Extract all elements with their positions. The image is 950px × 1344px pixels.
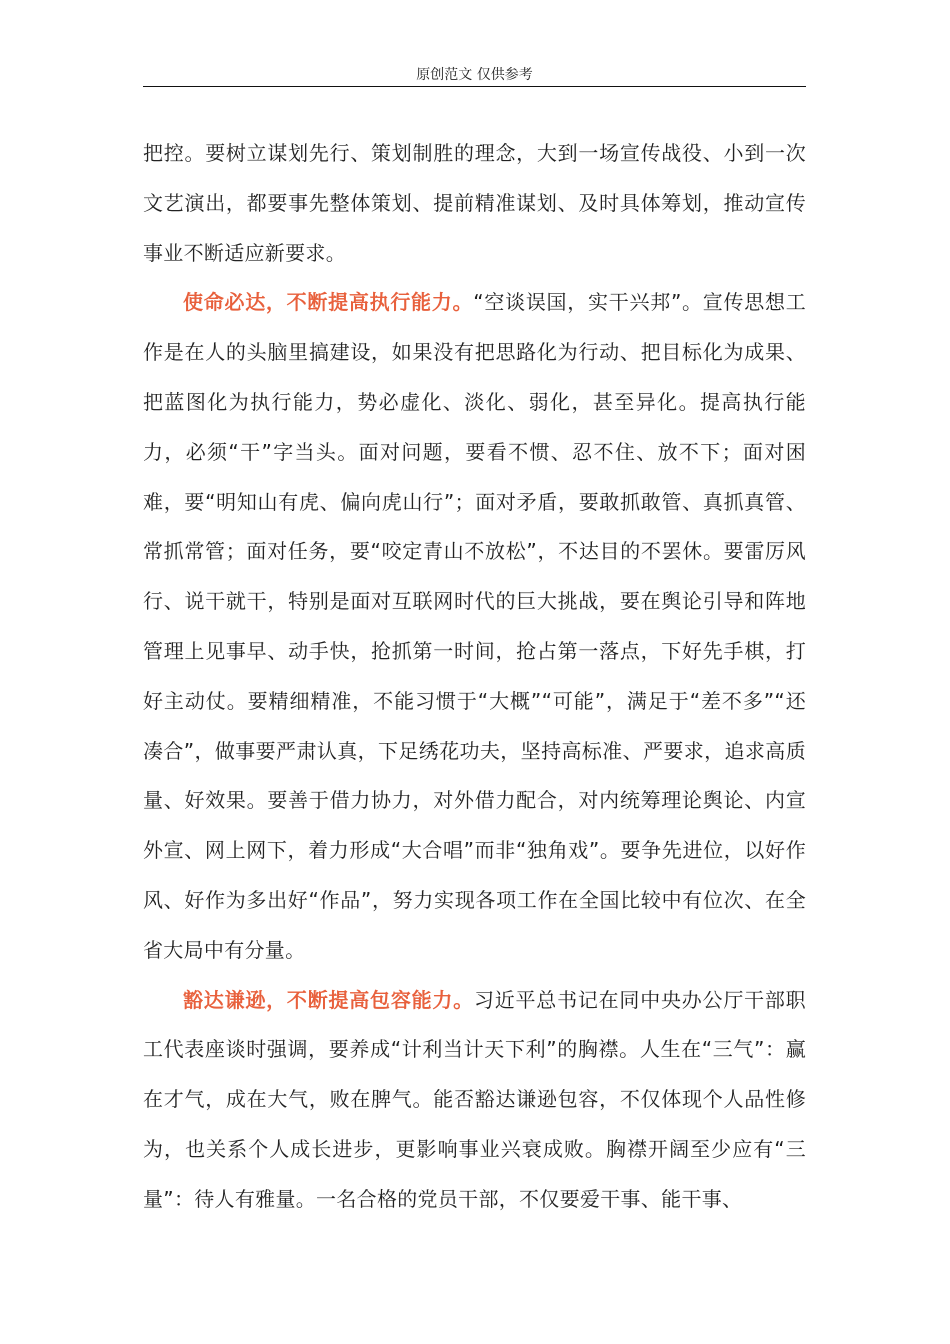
paragraph-text: “空谈误国，实干兴邦”。宣传思想工作是在人的头脑里搞建设，如果没有把思路化为行动、把目标化为成果、把蓝图化为执行能力，势必虚化、淡化、弱化，甚至异化。提高执行能力，必须“干”字当头。面对问题，要看不惯、忍不住、放不下；面对困难，要“明知山有虎、偏向虎山行”；面对矛盾，要敢抓敢管、真抓真管、常抓常管；面对任务，要“咬定青山不放松”，不达目的不罢休。要雷厉风行、说干就干，特别是面对互联网时代的巨大挑战，要在舆论引导和阵地管理上见事早、动手快，抢抓第一时间，抢占第一落点，下好先手棋，打好主动仗。要精细精准，不能习惯于“大概”“可能”，满足于“差不多”“还凑合”，做事要严肃认真，下足绣花功夫，坚持高标准、严要求，追求高质量、好效果。要善于借力协力，对外借力配合，对内统筹理论舆论、内宣外宣、网上网下，着力形成“大合唱”而非“独角戏”。要争先进位，以好作风、好作为多出好“作品”，努力实现各项工作在全国比较中有位次、在全省大局中有分量。 bbox=[143, 290, 807, 962]
paragraph-heading: 豁达谦逊，不断提高包容能力。 bbox=[183, 987, 474, 1012]
paragraph bbox=[143, 976, 806, 1225]
header-rule bbox=[143, 86, 806, 87]
paragraph bbox=[143, 278, 806, 975]
paragraph-heading: 使命必达，不断提高执行能力。 bbox=[183, 290, 474, 315]
document-body bbox=[143, 129, 806, 1225]
paragraph-text: 习近平总书记在同中央办公厅干部职工代表座谈时强调，要养成“计利当计天下利”的胸襟。人生在“三气”：赢在才气，成在大气，败在脾气。能否豁达谦逊包容，不仅体现个人品性修为，也关系个人成长进步，更影响事业兴衰成败。胸襟开阔至少应有“三量”：待人有雅量。一名合格的党员干部，不仅要爱干事、能干事、 bbox=[143, 987, 806, 1211]
page-header: 原创范文 仅供参考 bbox=[416, 67, 533, 83]
paragraph-text: 把控。要树立谋划先行、策划制胜的理念，大到一场宣传战役、小到一次文艺演出，都要事先整体策划、提前精准谋划、及时具体筹划，推动宣传事业不断适应新要求。 bbox=[143, 141, 806, 265]
paragraph bbox=[143, 129, 806, 278]
